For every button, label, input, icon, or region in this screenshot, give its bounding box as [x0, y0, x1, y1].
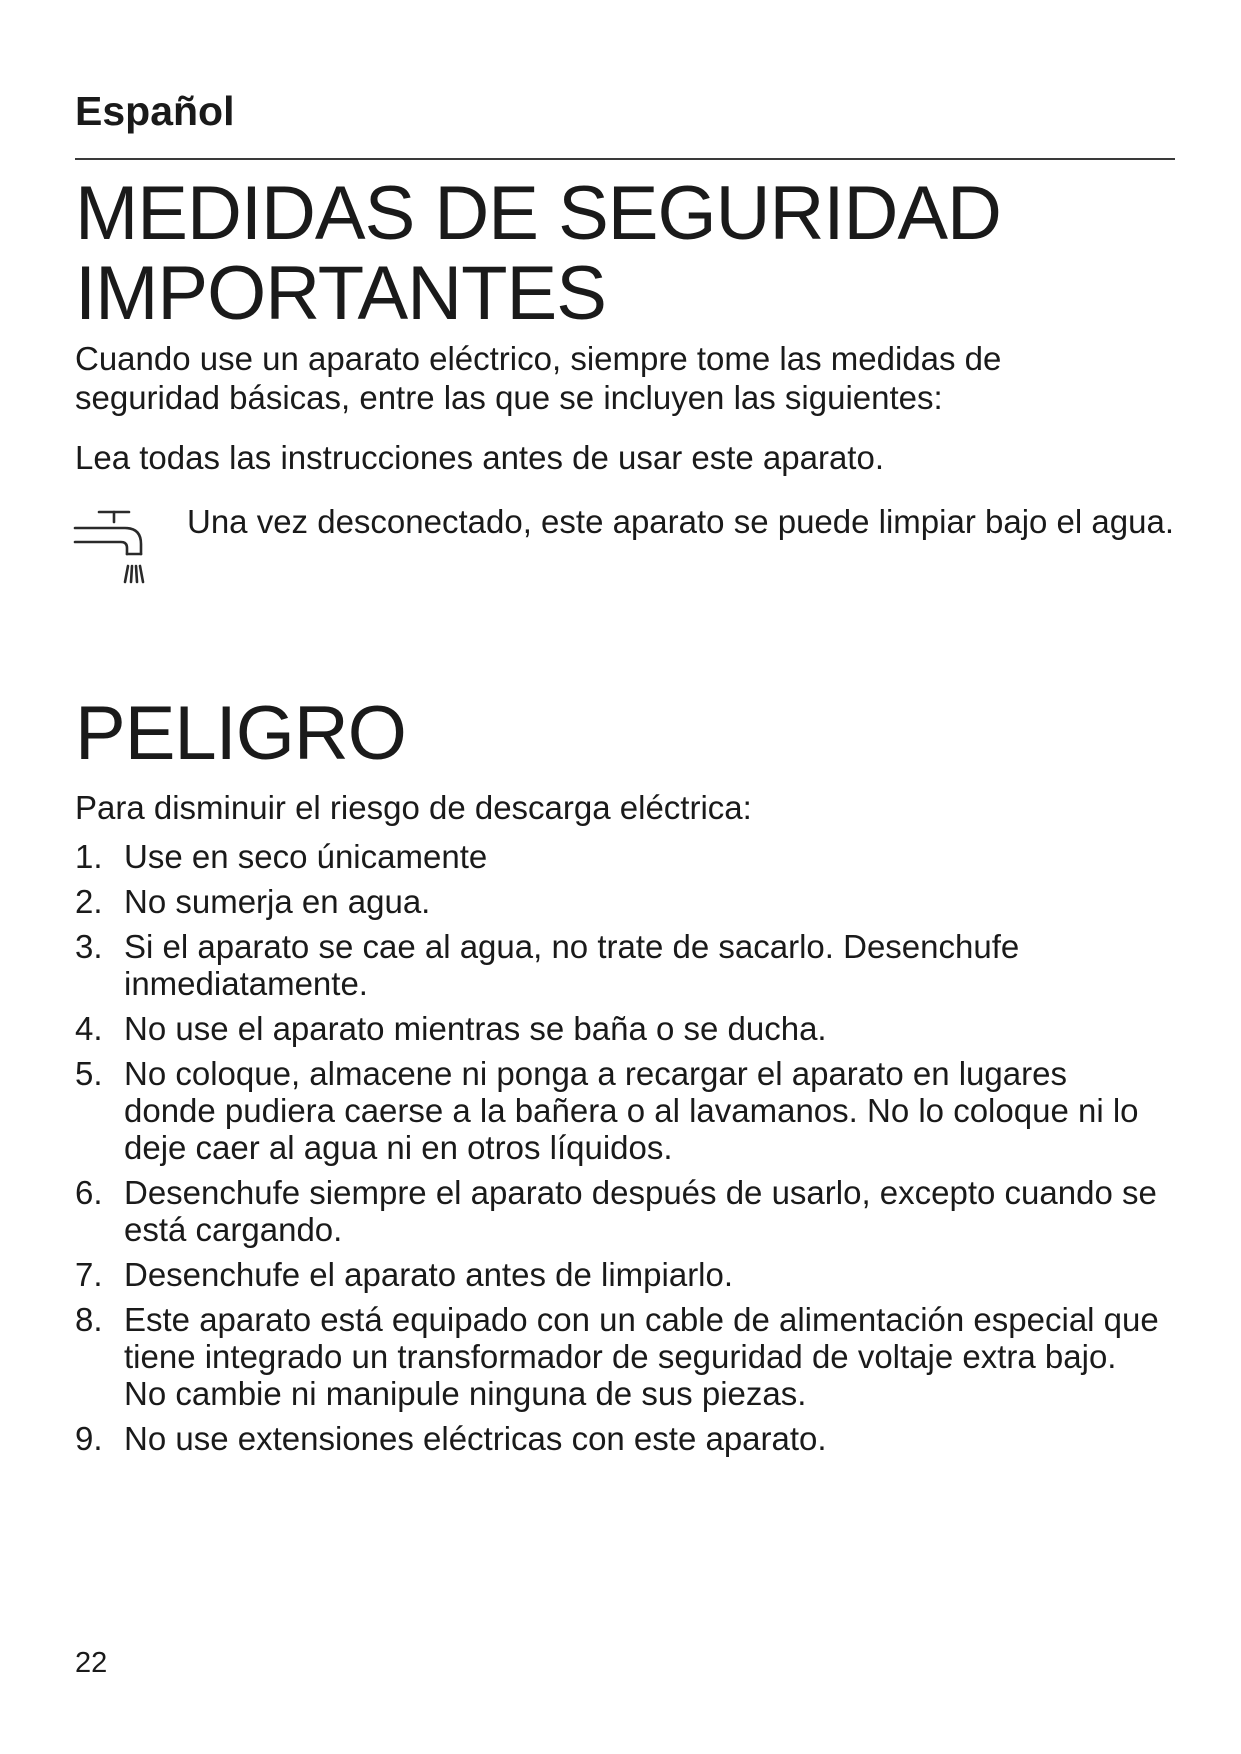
list-item	[75, 1174, 1175, 1248]
list-item-text: Si el aparato se cae al agua, no trate de sacarlo. Desenchufe inmediatamente.	[124, 928, 1020, 1002]
list-item	[75, 928, 1175, 1002]
danger-title: PELIGRO	[75, 691, 406, 776]
page-number: 22	[75, 1647, 108, 1679]
list-item-number: 7.	[75, 1256, 103, 1293]
list-item	[75, 838, 1175, 875]
list-item	[75, 1301, 1175, 1412]
safety-title	[75, 171, 1001, 336]
header-divider	[75, 158, 1175, 160]
safety-title-line2: IMPORTANTES	[75, 251, 606, 336]
list-item-number: 8.	[75, 1301, 103, 1338]
read-instructions-note: Lea todas las instrucciones antes de usar este aparato.	[75, 439, 884, 476]
list-item-text: Desenchufe siempre el aparato después de usarlo, excepto cuando se está cargando.	[124, 1174, 1157, 1248]
safety-title-line1: MEDIDAS DE SEGURIDAD	[75, 171, 1001, 256]
list-item-number: 1.	[75, 838, 103, 875]
list-item-text: Use en seco únicamente	[124, 838, 488, 875]
list-item-text: No use extensiones eléctricas con este aparato.	[124, 1420, 827, 1457]
language-header: Español	[75, 88, 235, 134]
list-item-text: No use el aparato mientras se baña o se ducha.	[124, 1010, 827, 1047]
list-item-number: 4.	[75, 1010, 103, 1047]
list-item	[75, 1055, 1175, 1166]
list-item-number: 3.	[75, 928, 103, 965]
list-item	[75, 1420, 1175, 1457]
list-item-text: No coloque, almacene ni ponga a recargar el aparato en lugares donde pudiera caerse a la bañera o al lavamanos. No lo coloque ni lo deje caer al agua ni en otros líquidos.	[124, 1055, 1139, 1166]
list-item-text: Este aparato está equipado con un cable de alimentación especial que tiene integrado un transformador de seguridad de voltaje extra bajo. No cambie ni manipule ninguna de sus piezas.	[124, 1301, 1159, 1412]
list-item-text: Desenchufe el aparato antes de limpiarlo.	[124, 1256, 734, 1293]
danger-rules-list	[75, 838, 1175, 1465]
list-item-number: 5.	[75, 1055, 103, 1092]
safety-intro: Cuando use un aparato eléctrico, siempre tome las medidas de seguridad básicas, entre las que se incluyen las siguientes:	[75, 340, 1002, 416]
list-item-text: No sumerja en agua.	[124, 883, 431, 920]
water-cleaning-note: Una vez desconectado, este aparato se puede limpiar bajo el agua.	[187, 503, 1174, 540]
water-tap-icon	[71, 506, 161, 592]
list-item-number: 9.	[75, 1420, 103, 1457]
list-item	[75, 1256, 1175, 1293]
list-item-number: 6.	[75, 1174, 103, 1211]
list-item	[75, 1010, 1175, 1047]
list-item-number: 2.	[75, 883, 103, 920]
list-item	[75, 883, 1175, 920]
danger-intro: Para disminuir el riesgo de descarga eléctrica:	[75, 789, 752, 826]
